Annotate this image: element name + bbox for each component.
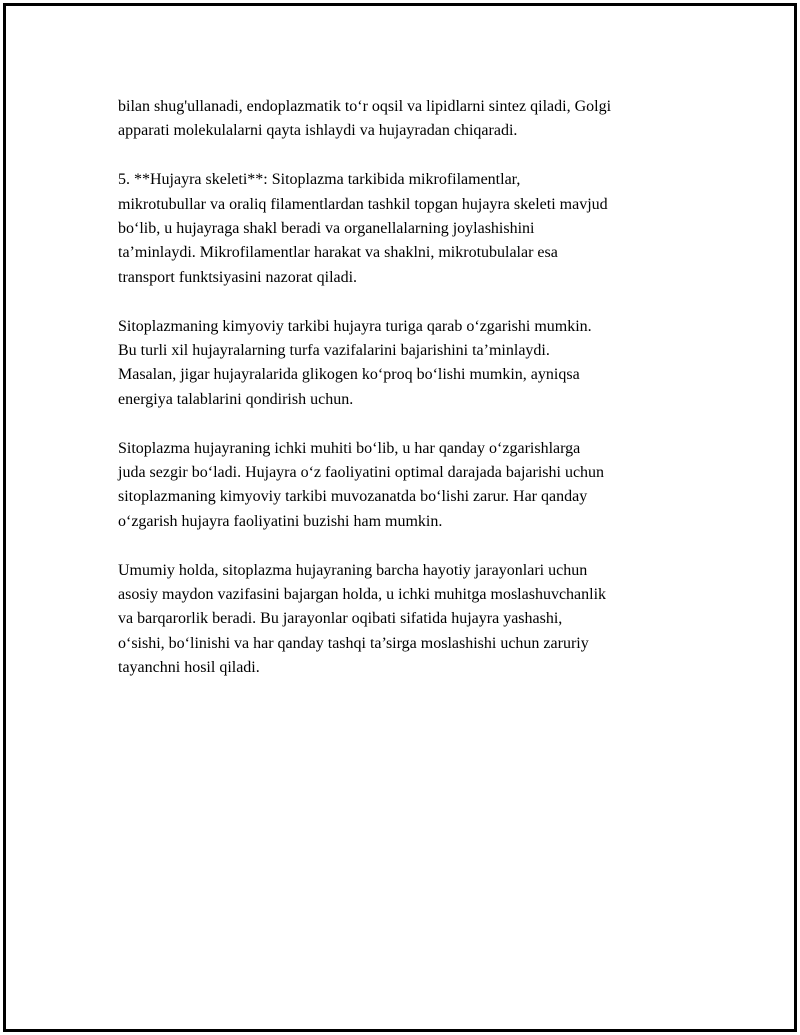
text-line: sitoplazmaning kimyoviy tarkibi muvozanatda bo‘lishi zarur. Har qanday	[118, 488, 588, 506]
paragraph-internal-environment	[118, 437, 698, 535]
paragraph-organelles-continued	[118, 95, 698, 144]
document-body	[118, 95, 698, 705]
paragraph-cytoskeleton	[118, 168, 698, 290]
text-line: bo‘lib, u hujayraga shakl beradi va organellalarning joylashishini	[118, 220, 535, 238]
text-line: 5. **Hujayra skeleti**: Sitoplazma tarkibida mikrofilamentlar,	[118, 171, 521, 189]
paragraph-conclusion	[118, 559, 698, 681]
text-line: ta’minlaydi. Mikrofilamentlar harakat va shaklni, mikrotubulalar esa	[118, 244, 558, 262]
text-line: Sitoplazmaning kimyoviy tarkibi hujayra turiga qarab o‘zgarishi mumkin.	[118, 317, 592, 335]
paragraph-chemical-composition	[118, 315, 698, 413]
text-line: asosiy maydon vazifasini bajargan holda, u ichki muhitga moslashuvchanlik	[118, 586, 607, 604]
text-line: Umumiy holda, sitoplazma hujayraning barcha hayotiy jarayonlari uchun	[118, 561, 588, 579]
text-line: Bu turli xil hujayralarning turfa vazifalarini bajarishini ta’minlaydi.	[118, 342, 550, 360]
text-line: tayanchni hosil qiladi.	[118, 659, 260, 677]
text-line: apparati molekulalarni qayta ishlaydi va hujayradan chiqaradi.	[118, 122, 518, 140]
text-line: Sitoplazma hujayraning ichki muhiti bo‘lib, u har qanday o‘zgarishlarga	[118, 439, 581, 457]
text-line: energiya talablarini qondirish uchun.	[118, 390, 354, 408]
text-line: juda sezgir bo‘ladi. Hujayra o‘z faoliyatini optimal darajada bajarishi uchun	[118, 464, 605, 482]
text-line: mikrotubullar va oraliq filamentlardan tashkil topgan hujayra skeleti mavjud	[118, 195, 608, 213]
text-line: bilan shug'ullanadi, endoplazmatik to‘r oqsil va lipidlarni sintez qiladi, Golgi	[118, 98, 612, 115]
text-line: Masalan, jigar hujayralarida glikogen ko‘proq bo‘lishi mumkin, ayniqsa	[118, 366, 580, 384]
text-line: va barqarorlik beradi. Bu jarayonlar oqibati sifatida hujayra yashashi,	[118, 610, 563, 628]
text-line: o‘zgarish hujayra faoliyatini buzishi ham mumkin.	[118, 512, 443, 530]
text-line: transport funktsiyasini nazorat qiladi.	[118, 268, 358, 286]
text-line: o‘sishi, bo‘linishi va har qanday tashqi ta’sirga moslashishi uchun zaruriy	[118, 634, 589, 652]
